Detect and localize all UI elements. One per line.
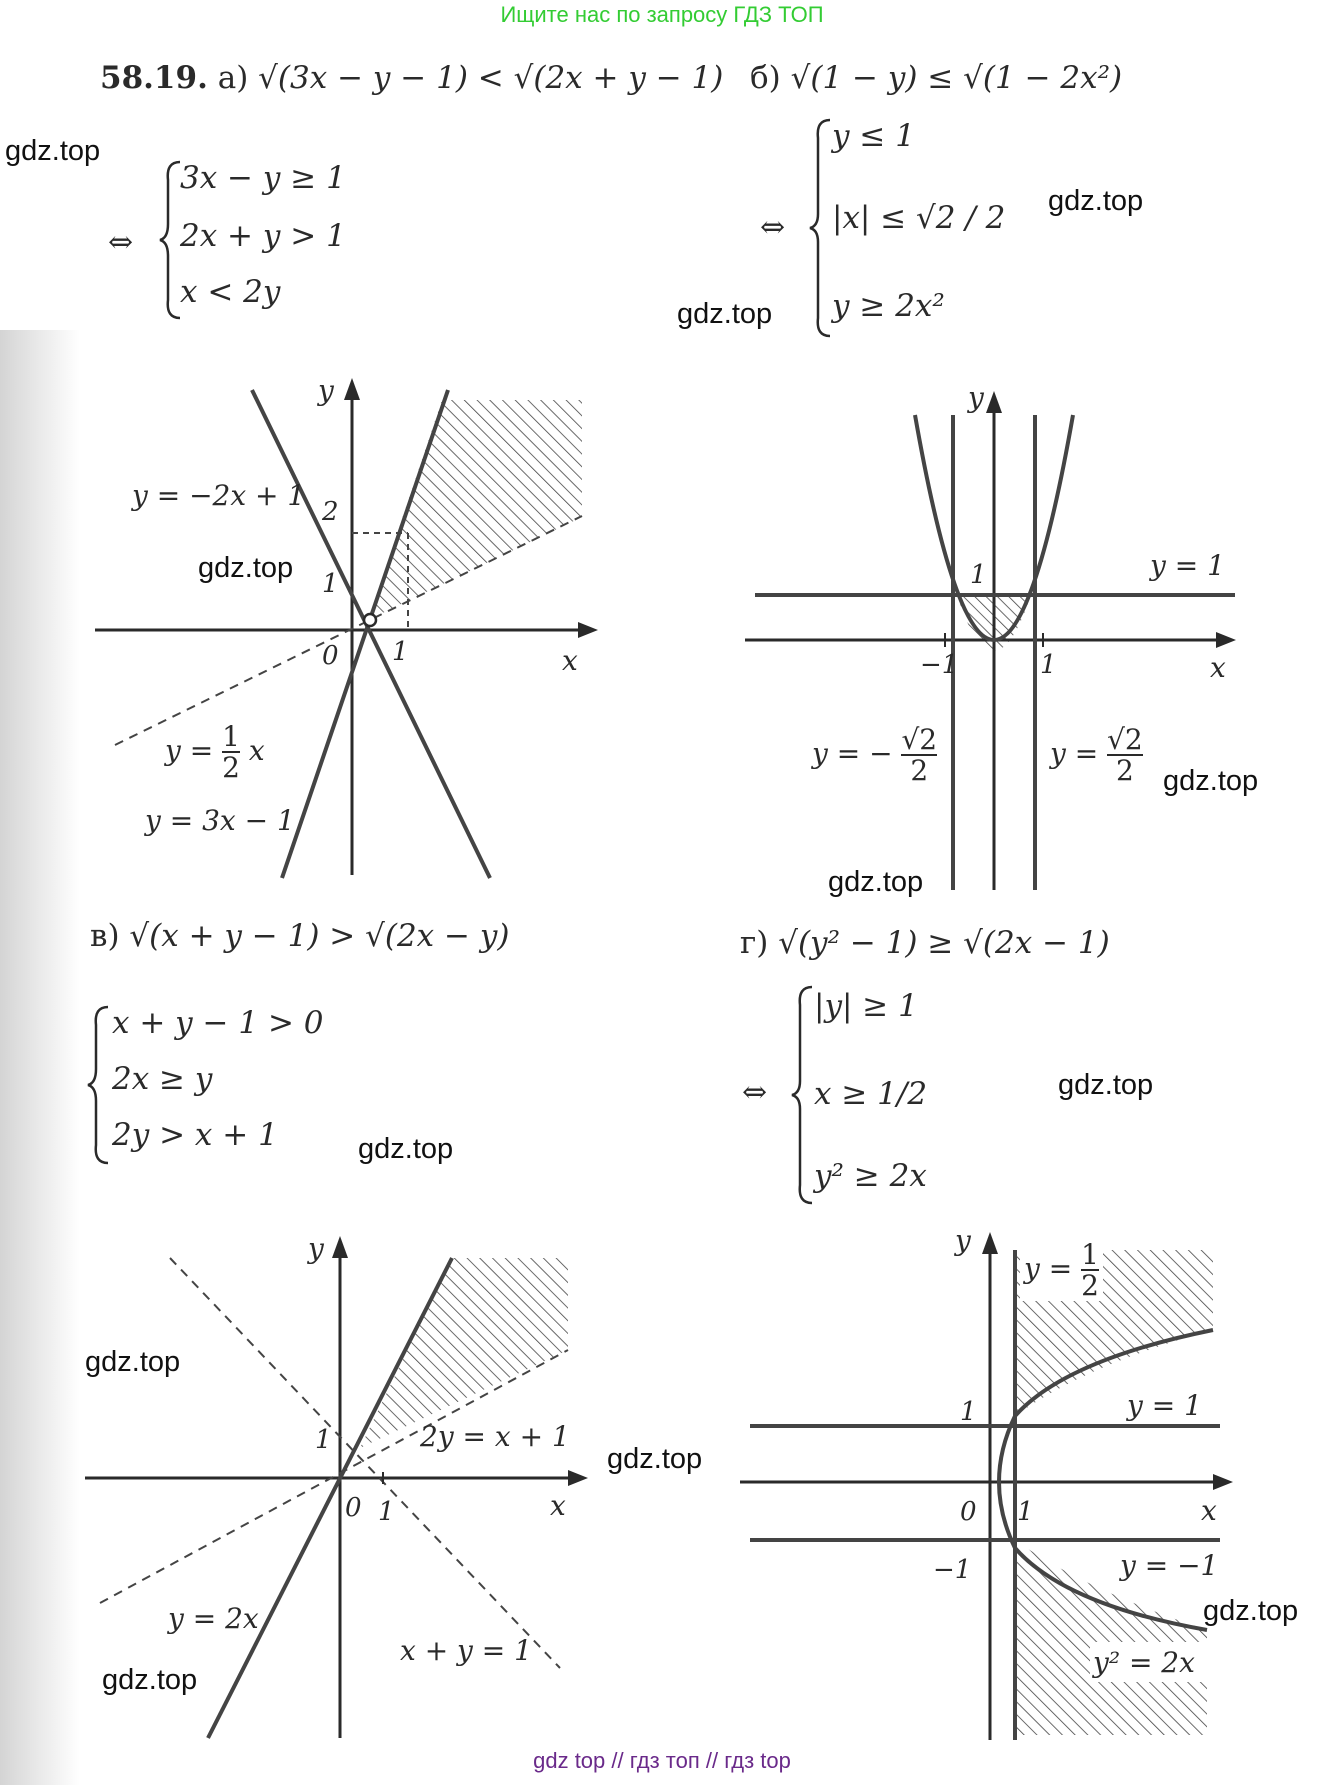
y-axis-arrow-v (332, 1236, 348, 1258)
part-v-inequality: √(x + y − 1) > √(2x − y) (129, 918, 510, 954)
x-axis-arrow-v (568, 1470, 588, 1486)
frac-den: 2 (1107, 754, 1143, 785)
graph-g (735, 1224, 1255, 1750)
tick-y1-label-g: 1 (960, 1397, 977, 1427)
system-b-line-2: |x| ≤ √2 / 2 (832, 200, 1006, 236)
tick-ym1-label-g: −1 (933, 1555, 972, 1585)
problem-a-header (100, 60, 723, 96)
part-a-inequality: √(3x − y − 1) < √(2x + y − 1) (258, 60, 724, 96)
x-axis-arrow-b (1216, 632, 1236, 648)
fraction-half (222, 722, 240, 783)
system-a-line-3: x < 2y (180, 274, 281, 310)
label-line2-a (165, 722, 265, 783)
part-g-label: г) (740, 925, 769, 961)
equiv-sign-b: ⇔ (760, 210, 786, 245)
system-v-line-2: 2x ≥ y (112, 1061, 213, 1097)
label-vline-g (1020, 1240, 1103, 1301)
problem-v-header (90, 918, 509, 954)
top-banner: Ищите нас по запросу ГДЗ ТОП (500, 2, 824, 27)
system-g-line-1: |y| ≥ 1 (814, 988, 918, 1024)
graph-b (740, 381, 1240, 885)
label-vleft-b (812, 725, 937, 786)
origin-g: 0 (960, 1497, 977, 1527)
watermark: gdz.top (102, 1664, 198, 1696)
system-v-line-1: x + y − 1 > 0 (112, 1005, 324, 1041)
frac-num: 1 (1081, 1238, 1099, 1271)
tick-xm1-label-b: −1 (920, 650, 959, 680)
tick-x1-label-g: 1 (1017, 1497, 1034, 1527)
part-b-label: б) (750, 60, 781, 96)
problem-b-header (750, 60, 1122, 96)
label-y1-g: y = 1 (1127, 1389, 1202, 1422)
open-point-a (364, 614, 376, 626)
system-b-line-1: y ≤ 1 (832, 118, 915, 154)
fraction-sqrt2-over-2 (1107, 725, 1143, 786)
part-g-inequality: √(y² − 1) ≥ √(2x − 1) (778, 925, 1110, 961)
frac-num: 1 (222, 720, 240, 753)
tick-x1-label-b: 1 (1040, 650, 1057, 680)
label-ym1-g: y = −1 (1120, 1549, 1219, 1582)
y-axis-arrow-b (986, 391, 1002, 413)
problem-number: 58.19. (100, 60, 208, 96)
label-line1-a: y = −2x + 1 (132, 479, 306, 512)
x-axis-arrow-g (1213, 1474, 1233, 1490)
x-axis-arrow-a (578, 622, 598, 638)
x-label-g: x (1201, 1494, 1217, 1527)
system-a-line-1: 3x − y ≥ 1 (180, 160, 346, 196)
tick-x1-a: 1 (392, 637, 409, 667)
y-label-v: y (308, 1232, 324, 1265)
frac-den: 2 (1081, 1269, 1099, 1303)
origin-a: 0 (322, 641, 339, 671)
label-vleft-lhs: y = − (812, 736, 893, 770)
x-label-v: x (550, 1489, 566, 1522)
part-a-label: а) (217, 60, 249, 96)
equiv-sign-g: ⇔ (742, 1075, 768, 1110)
label-line2-v: y = 2x (168, 1602, 259, 1635)
label-y1-b: y = 1 (1150, 549, 1225, 582)
part-v-label: в) (90, 918, 120, 954)
x-label-b: x (1210, 651, 1226, 684)
watermark: gdz.top (677, 298, 773, 330)
watermark: gdz.top (5, 135, 101, 167)
watermark: gdz.top (607, 1443, 703, 1475)
line-3x-minus1 (282, 390, 448, 878)
frac-den: 2 (222, 751, 240, 785)
label-line2-a-var: x (248, 733, 265, 767)
watermark: gdz.top (1203, 1595, 1299, 1627)
watermark: gdz.top (358, 1133, 454, 1165)
frac-num: √2 (901, 723, 938, 756)
system-g-line-2: x ≥ 1/2 (814, 1076, 928, 1112)
label-line2-a-lhs: y = (165, 733, 214, 767)
solution-region-a (368, 400, 582, 620)
y-axis-arrow-a (344, 378, 360, 400)
watermark: gdz.top (85, 1346, 181, 1378)
part-b-inequality: √(1 − y) ≤ √(1 − 2x²) (790, 60, 1123, 96)
graph-a (90, 370, 650, 890)
system-v-line-3: 2y > x + 1 (112, 1117, 278, 1153)
label-line3-v: x + y = 1 (400, 1634, 532, 1667)
tick-y2-a: 2 (322, 497, 339, 527)
fraction-half (1081, 1240, 1099, 1301)
label-line1-v: 2y = x + 1 (420, 1420, 570, 1453)
tick-y1-label-v: 1 (315, 1425, 332, 1455)
label-parabola-g: y² = 2x (1093, 1646, 1195, 1679)
frac-den: 2 (901, 754, 937, 785)
system-g-line-3: y² ≥ 2x (814, 1158, 927, 1194)
origin-v: 0 (345, 1493, 362, 1523)
y-label-g: y (955, 1224, 971, 1257)
tick-y1-label-b: 1 (970, 560, 987, 590)
problem-g-header (740, 925, 1110, 961)
watermark: gdz.top (1163, 765, 1259, 797)
page-shadow (0, 330, 80, 1785)
y-label-a: y (318, 374, 334, 407)
watermark: gdz.top (828, 866, 924, 898)
watermark: gdz.top (1058, 1069, 1154, 1101)
tick-x1-label-v: 1 (378, 1497, 395, 1527)
fraction-sqrt2-over-2 (901, 725, 937, 786)
y-label-b: y (968, 381, 984, 414)
watermark: gdz.top (198, 552, 294, 584)
system-b-line-3: y ≥ 2x² (832, 288, 945, 324)
graph-v (80, 1228, 600, 1748)
x-label-a: x (562, 644, 578, 677)
label-vright-lhs: y = (1050, 736, 1099, 770)
bottom-banner: gdz top // гдз топ // гдз top (533, 1748, 791, 1773)
frac-num: √2 (1107, 723, 1143, 756)
watermark: gdz.top (1048, 185, 1144, 217)
tick-y1-a: 1 (322, 569, 339, 599)
label-line3-a: y = 3x − 1 (145, 804, 295, 837)
equiv-sign-a: ⇔ (108, 225, 134, 260)
label-vline-lhs: y = (1024, 1251, 1073, 1285)
y-axis-arrow-g (982, 1232, 998, 1254)
label-vright-b (1050, 725, 1143, 786)
system-a-line-2: 2x + y > 1 (180, 218, 346, 254)
